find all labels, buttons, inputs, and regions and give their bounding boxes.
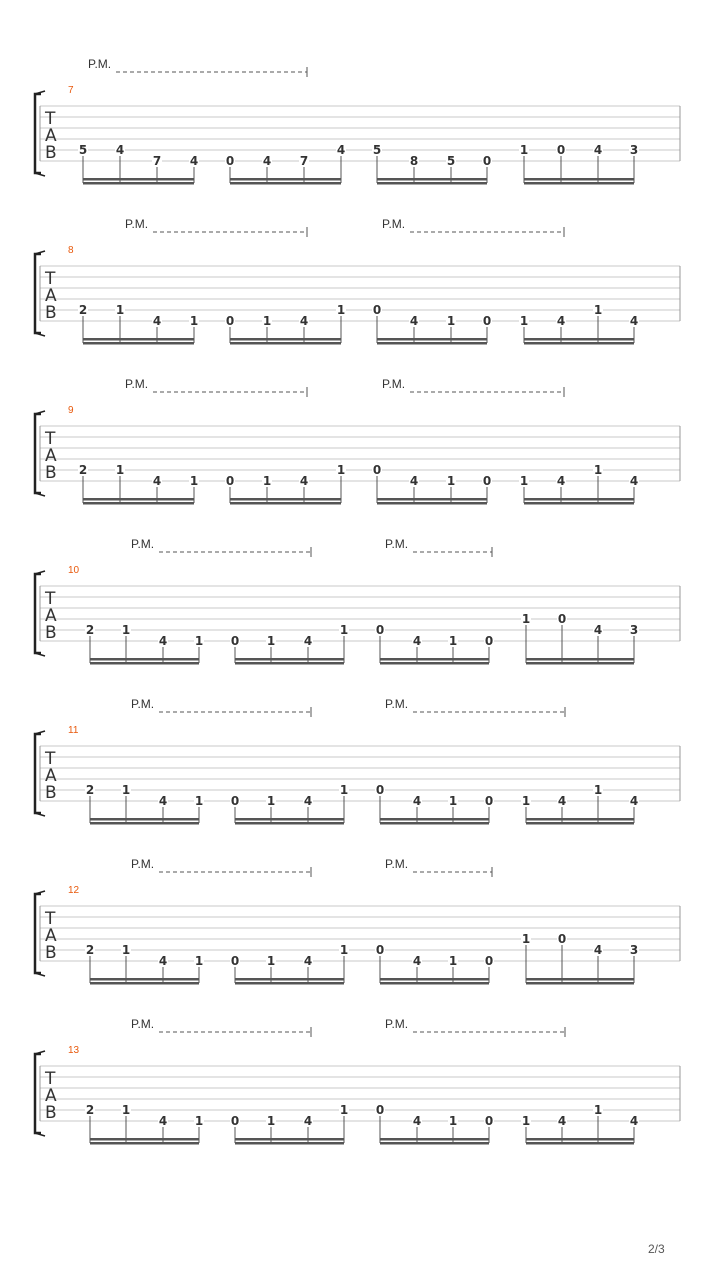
fret-number: 1: [446, 474, 456, 488]
fret-number: 0: [372, 463, 382, 477]
beam-primary: [526, 978, 634, 981]
fret-number: 1: [266, 634, 276, 648]
beam-primary: [380, 658, 489, 661]
beam-secondary: [526, 982, 634, 985]
fret-number: 0: [484, 634, 494, 648]
tab-clef-letter: A: [45, 606, 57, 626]
fret-number: 1: [339, 783, 349, 797]
measure-number: 7: [68, 85, 74, 96]
palm-mute-label: P.M.: [131, 1017, 155, 1031]
beam-primary: [230, 338, 341, 341]
fret-number: 1: [194, 634, 204, 648]
fret-number: 4: [593, 623, 603, 637]
page-number: 2/3: [648, 1242, 665, 1256]
fret-number: 1: [521, 794, 531, 808]
fret-number: 4: [412, 1114, 422, 1128]
beam-primary: [90, 658, 199, 661]
beam-secondary: [230, 502, 341, 505]
fret-number: 1: [336, 303, 346, 317]
measure-number: 10: [68, 565, 80, 576]
fret-number: 0: [372, 303, 382, 317]
beam-primary: [380, 1138, 489, 1141]
beam-primary: [235, 1138, 344, 1141]
fret-number: 4: [336, 143, 346, 157]
measure-number: 11: [68, 725, 79, 736]
fret-number: 1: [521, 612, 531, 626]
fret-number: 0: [557, 932, 567, 946]
fret-number: 4: [262, 154, 272, 168]
fret-number: 5: [372, 143, 382, 157]
fret-number: 1: [266, 794, 276, 808]
fret-number: 1: [189, 314, 199, 328]
fret-number: 0: [230, 954, 240, 968]
tab-clef-letter: B: [45, 303, 57, 323]
palm-mute-label: P.M.: [131, 537, 155, 551]
tab-clef-letter: A: [45, 446, 57, 466]
palm-mute-label: P.M.: [131, 697, 155, 711]
beam-secondary: [377, 502, 487, 505]
fret-number: 1: [593, 783, 603, 797]
tab-clef-letter: B: [45, 783, 57, 803]
tab-clef-letter: T: [45, 429, 56, 449]
tab-clef-letter: A: [45, 286, 57, 306]
fret-number: 1: [593, 463, 603, 477]
beam-secondary: [235, 662, 344, 665]
fret-number: 4: [303, 634, 313, 648]
fret-number: 0: [375, 783, 385, 797]
beam-secondary: [235, 822, 344, 825]
beam-secondary: [90, 662, 199, 665]
beam-primary: [235, 978, 344, 981]
fret-number: 1: [519, 314, 529, 328]
fret-number: 2: [85, 943, 95, 957]
fret-number: 0: [230, 1114, 240, 1128]
fret-number: 7: [152, 154, 162, 168]
fret-number: 1: [262, 314, 272, 328]
tab-clef-letter: T: [45, 749, 56, 769]
fret-number: 4: [412, 634, 422, 648]
beam-secondary: [380, 662, 489, 665]
fret-number: 1: [194, 1114, 204, 1128]
beam-secondary: [83, 342, 194, 345]
fret-number: 0: [230, 634, 240, 648]
beam-primary: [90, 1138, 199, 1141]
fret-number: 4: [189, 154, 199, 168]
palm-mute-label: P.M.: [125, 217, 149, 231]
beam-primary: [380, 818, 489, 821]
fret-number: 1: [519, 474, 529, 488]
tab-clef-letter: T: [45, 1069, 56, 1089]
fret-number: 1: [194, 794, 204, 808]
beam-primary: [524, 338, 634, 341]
fret-number: 4: [629, 794, 639, 808]
beam-primary: [235, 658, 344, 661]
beam-primary: [235, 818, 344, 821]
fret-number: 4: [303, 954, 313, 968]
fret-number: 4: [299, 474, 309, 488]
fret-number: 0: [484, 1114, 494, 1128]
beam-primary: [377, 178, 487, 181]
beam-primary: [526, 658, 634, 661]
beam-primary: [90, 818, 199, 821]
fret-number: 1: [521, 932, 531, 946]
beam-primary: [524, 178, 634, 181]
fret-number: 2: [78, 463, 88, 477]
beam-secondary: [83, 502, 194, 505]
beam-secondary: [83, 182, 194, 185]
beam-secondary: [90, 822, 199, 825]
fret-number: 4: [299, 314, 309, 328]
fret-number: 1: [115, 463, 125, 477]
fret-number: 0: [484, 794, 494, 808]
fret-number: 1: [521, 1114, 531, 1128]
tab-clef-letter: T: [45, 109, 56, 129]
beam-secondary: [524, 182, 634, 185]
fret-number: 4: [557, 794, 567, 808]
fret-number: 1: [121, 783, 131, 797]
fret-number: 1: [121, 1103, 131, 1117]
beam-secondary: [230, 342, 341, 345]
fret-number: 4: [115, 143, 125, 157]
measure-number: 12: [68, 885, 80, 896]
fret-number: 4: [557, 1114, 567, 1128]
beam-secondary: [377, 182, 487, 185]
tab-clef-letter: B: [45, 463, 57, 483]
measure-number: 9: [68, 405, 74, 416]
fret-number: 1: [266, 1114, 276, 1128]
beam-primary: [526, 818, 634, 821]
beam-primary: [377, 338, 487, 341]
fret-number: 1: [194, 954, 204, 968]
fret-number: 0: [482, 314, 492, 328]
fret-number: 0: [375, 1103, 385, 1117]
tab-clef-letter: A: [45, 926, 57, 946]
fret-number: 1: [189, 474, 199, 488]
fret-number: 1: [448, 794, 458, 808]
fret-number: 0: [482, 154, 492, 168]
beam-primary: [230, 498, 341, 501]
beam-primary: [377, 498, 487, 501]
fret-number: 4: [629, 314, 639, 328]
palm-mute-label: P.M.: [385, 537, 409, 551]
fret-number: 1: [262, 474, 272, 488]
fret-number: 1: [121, 623, 131, 637]
fret-number: 3: [629, 623, 639, 637]
measure-number: 13: [68, 1045, 80, 1056]
fret-number: 2: [78, 303, 88, 317]
fret-number: 4: [303, 1114, 313, 1128]
palm-mute-label: P.M.: [131, 857, 155, 871]
fret-number: 2: [85, 1103, 95, 1117]
palm-mute-label: P.M.: [88, 57, 112, 71]
beam-primary: [230, 178, 341, 181]
fret-number: 1: [448, 634, 458, 648]
fret-number: 1: [339, 943, 349, 957]
fret-number: 4: [158, 954, 168, 968]
fret-number: 4: [303, 794, 313, 808]
fret-number: 1: [593, 1103, 603, 1117]
palm-mute-label: P.M.: [382, 377, 406, 391]
fret-number: 4: [409, 314, 419, 328]
fret-number: 1: [339, 623, 349, 637]
tab-clef-letter: B: [45, 943, 57, 963]
beam-secondary: [524, 342, 634, 345]
fret-number: 4: [593, 143, 603, 157]
fret-number: 4: [158, 794, 168, 808]
fret-number: 1: [593, 303, 603, 317]
beam-primary: [90, 978, 199, 981]
beam-primary: [83, 178, 194, 181]
fret-number: 5: [78, 143, 88, 157]
fret-number: 4: [556, 474, 566, 488]
tab-clef-letter: B: [45, 623, 57, 643]
fret-number: 3: [629, 143, 639, 157]
fret-number: 1: [339, 1103, 349, 1117]
measure-number: 8: [68, 245, 74, 256]
fret-number: 4: [593, 943, 603, 957]
fret-number: 4: [152, 474, 162, 488]
fret-number: 1: [266, 954, 276, 968]
beam-secondary: [235, 982, 344, 985]
palm-mute-label: P.M.: [125, 377, 149, 391]
fret-number: 0: [557, 612, 567, 626]
tab-clef-letter: B: [45, 1103, 57, 1123]
beam-secondary: [90, 982, 199, 985]
fret-number: 4: [152, 314, 162, 328]
palm-mute-label: P.M.: [385, 857, 409, 871]
fret-number: 0: [225, 474, 235, 488]
beam-secondary: [235, 1142, 344, 1145]
fret-number: 3: [629, 943, 639, 957]
beam-primary: [83, 498, 194, 501]
tab-clef-letter: B: [45, 143, 57, 163]
fret-number: 5: [446, 154, 456, 168]
palm-mute-label: P.M.: [382, 217, 406, 231]
tab-clef-letter: T: [45, 589, 56, 609]
beam-secondary: [380, 1142, 489, 1145]
beam-primary: [526, 1138, 634, 1141]
tab-clef-letter: A: [45, 126, 57, 146]
fret-number: 0: [225, 154, 235, 168]
fret-number: 8: [409, 154, 419, 168]
fret-number: 1: [448, 1114, 458, 1128]
beam-primary: [380, 978, 489, 981]
beam-secondary: [380, 822, 489, 825]
fret-number: 1: [115, 303, 125, 317]
beam-secondary: [377, 342, 487, 345]
tab-clef-letter: A: [45, 1086, 57, 1106]
beam-primary: [524, 498, 634, 501]
fret-number: 2: [85, 623, 95, 637]
fret-number: 1: [121, 943, 131, 957]
fret-number: 0: [556, 143, 566, 157]
fret-number: 0: [230, 794, 240, 808]
fret-number: 4: [158, 1114, 168, 1128]
fret-number: 0: [482, 474, 492, 488]
palm-mute-label: P.M.: [385, 1017, 409, 1031]
fret-number: 1: [448, 954, 458, 968]
fret-number: 2: [85, 783, 95, 797]
fret-number: 4: [629, 474, 639, 488]
beam-secondary: [380, 982, 489, 985]
fret-number: 1: [519, 143, 529, 157]
beam-primary: [83, 338, 194, 341]
fret-number: 0: [484, 954, 494, 968]
fret-number: 1: [336, 463, 346, 477]
fret-number: 4: [629, 1114, 639, 1128]
tab-clef-letter: A: [45, 766, 57, 786]
beam-secondary: [526, 662, 634, 665]
fret-number: 4: [158, 634, 168, 648]
fret-number: 1: [446, 314, 456, 328]
beam-secondary: [524, 502, 634, 505]
beam-secondary: [526, 822, 634, 825]
tab-clef-letter: T: [45, 269, 56, 289]
beam-secondary: [90, 1142, 199, 1145]
beam-secondary: [230, 182, 341, 185]
fret-number: 0: [225, 314, 235, 328]
fret-number: 7: [299, 154, 309, 168]
fret-number: 4: [412, 954, 422, 968]
tab-clef-letter: T: [45, 909, 56, 929]
fret-number: 0: [375, 943, 385, 957]
fret-number: 4: [556, 314, 566, 328]
fret-number: 4: [409, 474, 419, 488]
fret-number: 0: [375, 623, 385, 637]
fret-number: 4: [412, 794, 422, 808]
palm-mute-label: P.M.: [385, 697, 409, 711]
beam-secondary: [526, 1142, 634, 1145]
